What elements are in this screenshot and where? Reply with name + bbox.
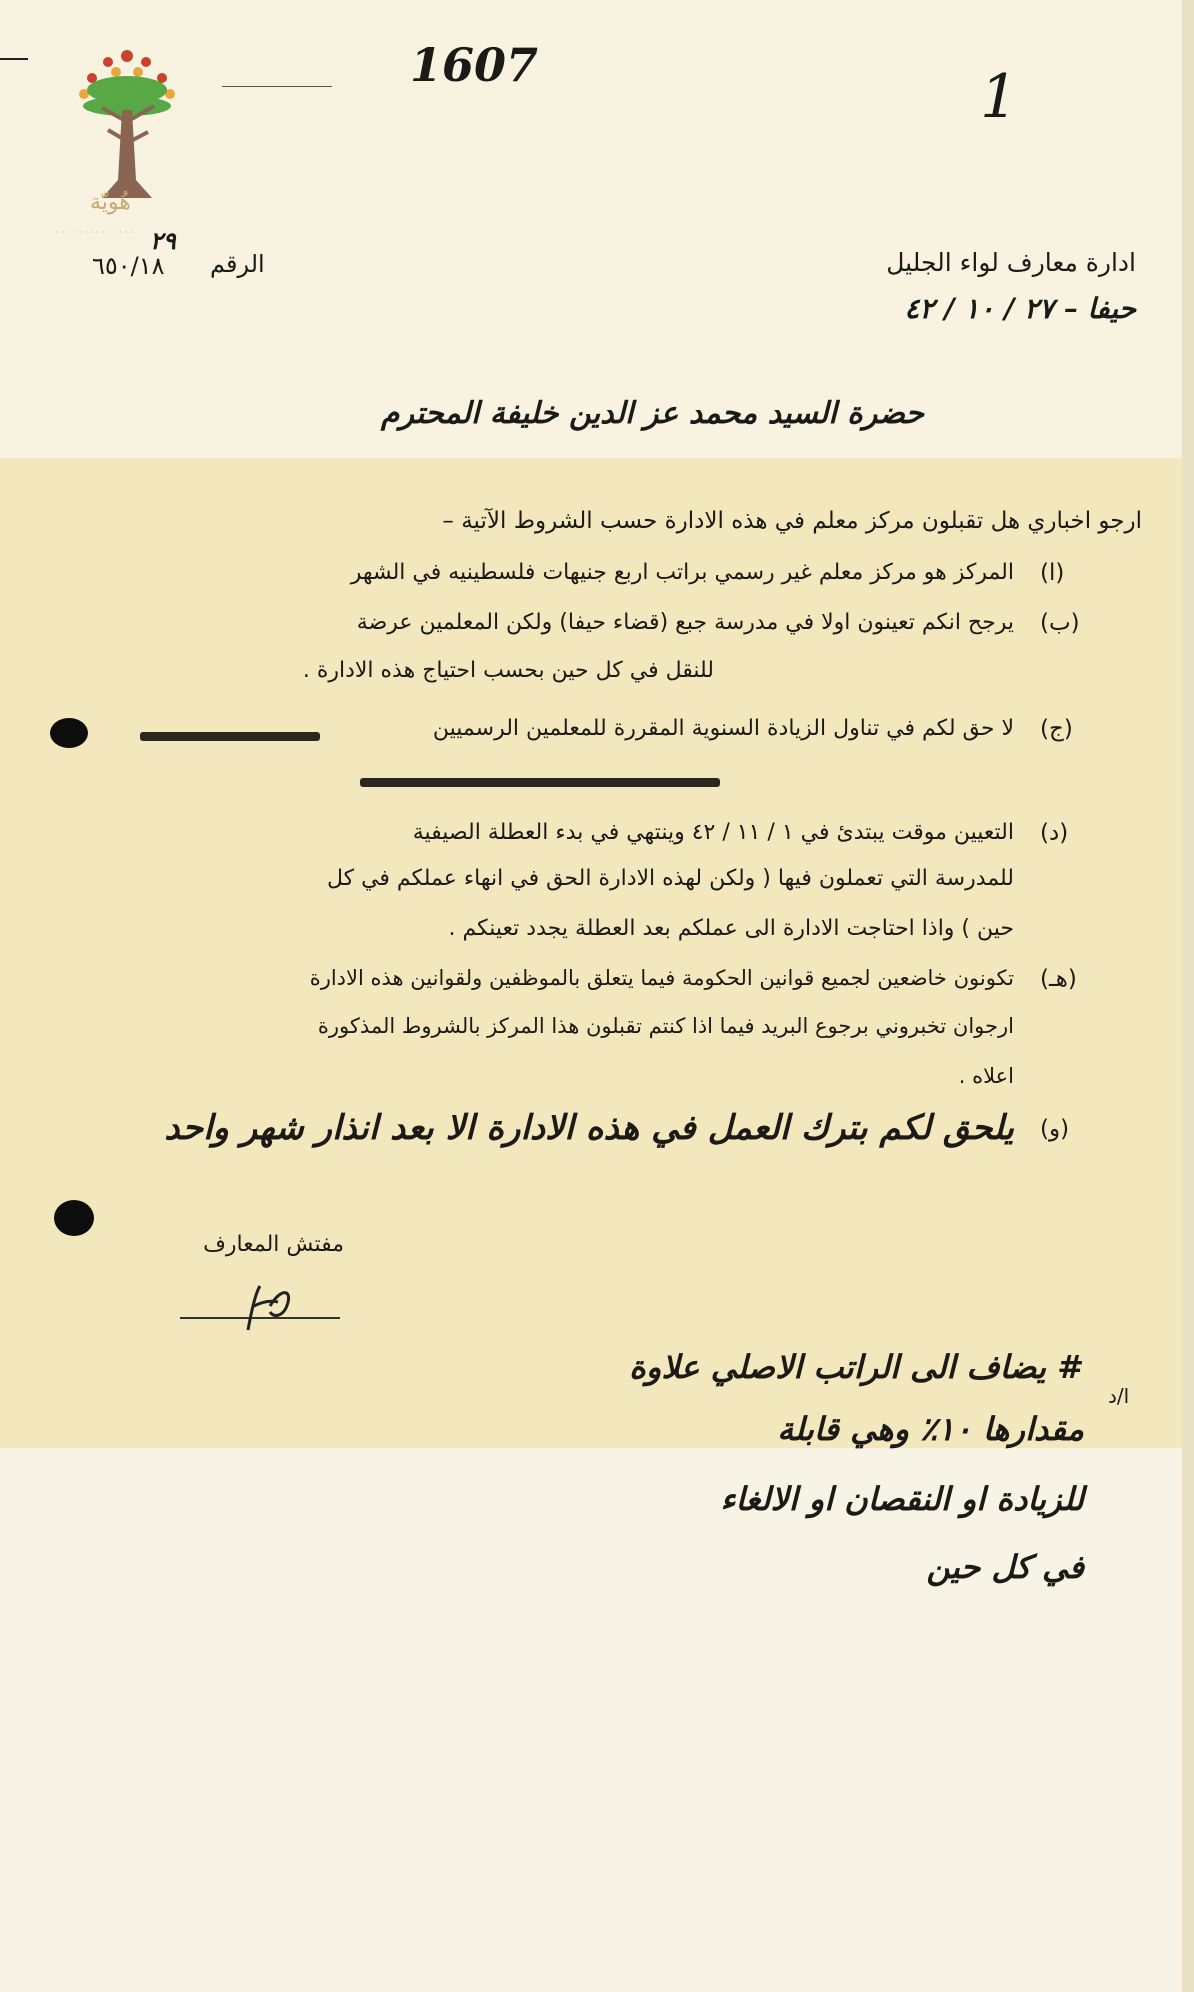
sender-office: ادارة معارف لواء الجليل — [886, 248, 1136, 277]
intro-line: ارجو اخباري هل تقبلون مركز معلم في هذه الادارة حسب الشروط الآتية – — [442, 508, 1142, 534]
clause-e: تكونون خاضعين لجميع قوانين الحكومة فيما يتعلق بالموظفين ولقوانين هذه الادارة — [309, 966, 1014, 990]
reference-correction: ٢٩ — [150, 226, 176, 255]
struck-out-text — [360, 778, 720, 787]
clause-mark: (ا) — [1040, 560, 1065, 586]
clause-e-continued: ارجوان تخبروني برجوع البريد فيما اذا كنتم تقبلون هذا المركز بالشروط المذكورة — [317, 1014, 1014, 1038]
clause-w-handwritten: يلحق لكم بترك العمل في هذه الادارة الا بعد انذار شهر واحد — [164, 1108, 1014, 1148]
dotted-rule — [222, 86, 332, 87]
logo-subcaption: · · · · · · · · · · · · · · — [56, 228, 134, 238]
postscript-line: في كل حين — [926, 1548, 1084, 1586]
postscript-line: للزيادة او النقصان او الالغاء — [720, 1480, 1084, 1518]
clause-c: لا حق لكم في تناول الزيادة السنوية المقررة للمعلمين الرسميين — [432, 716, 1014, 741]
clause-e-continued: اعلاه . — [958, 1064, 1014, 1088]
clause-mark: (ج) — [1040, 716, 1073, 742]
clause-d-continued: حين ) واذا احتاجت الادارة الى عملكم بعد العطلة يجدد تعينكم . — [448, 916, 1014, 941]
clause-mark: (ب) — [1040, 610, 1080, 636]
postscript-ref: ا/د — [1108, 1384, 1130, 1408]
signature-icon — [170, 1278, 360, 1338]
ink-blot — [54, 1200, 94, 1236]
addressee: حضرة السيد محمد عز الدين خليفة المحترم — [380, 396, 924, 431]
clause-d-continued: للمدرسة التي تعملون فيها ( ولكن لهذه الادارة الحق في انهاء عملكم في كل — [326, 866, 1014, 891]
postscript-line: مقدارها ١٠٪ وهي قابلة — [777, 1410, 1084, 1448]
clause-d: التعيين موقت يبتدئ في ١ / ١١ / ٤٢ وينتهي في بدء العطلة الصيفية — [412, 820, 1014, 845]
clause-mark: (هـ) — [1040, 966, 1077, 992]
clause-b: يرجح انكم تعينون اولا في مدرسة جبع (قضاء حيفا) ولكن المعلمين عرضة — [356, 610, 1014, 635]
clause-a: المركز هو مركز معلم غير رسمي براتب اربع جنيهات فلسطينيه في الشهر — [350, 560, 1014, 585]
postscript-line: # يضاف الى الراتب الاصلي علاوة — [629, 1348, 1084, 1386]
clause-mark: (د) — [1040, 820, 1069, 846]
paper-edge — [1182, 0, 1194, 1992]
struck-out-text — [140, 732, 320, 741]
logo-caption: هُويّة — [90, 190, 131, 215]
paper-bottom-band — [0, 1448, 1194, 1992]
reference-label: الرقم — [210, 250, 265, 278]
clause-mark: (و) — [1040, 1116, 1070, 1142]
tree-logo-icon — [72, 50, 182, 210]
clause-b-continued: للنقل في كل حين بحسب احتياج هذه الادارة . — [302, 658, 714, 683]
place-date: حيفا – ٢٧ / ١٠ / ٤٢ — [904, 292, 1136, 325]
reference-number: ٦٥٠/١٨ — [92, 252, 165, 280]
edge-mark — [0, 58, 28, 60]
page-mark: 1 — [980, 62, 1019, 132]
ink-blot — [50, 718, 88, 748]
signatory-title: مفتش المعارف — [203, 1232, 344, 1257]
file-number: 1607 — [410, 38, 539, 92]
